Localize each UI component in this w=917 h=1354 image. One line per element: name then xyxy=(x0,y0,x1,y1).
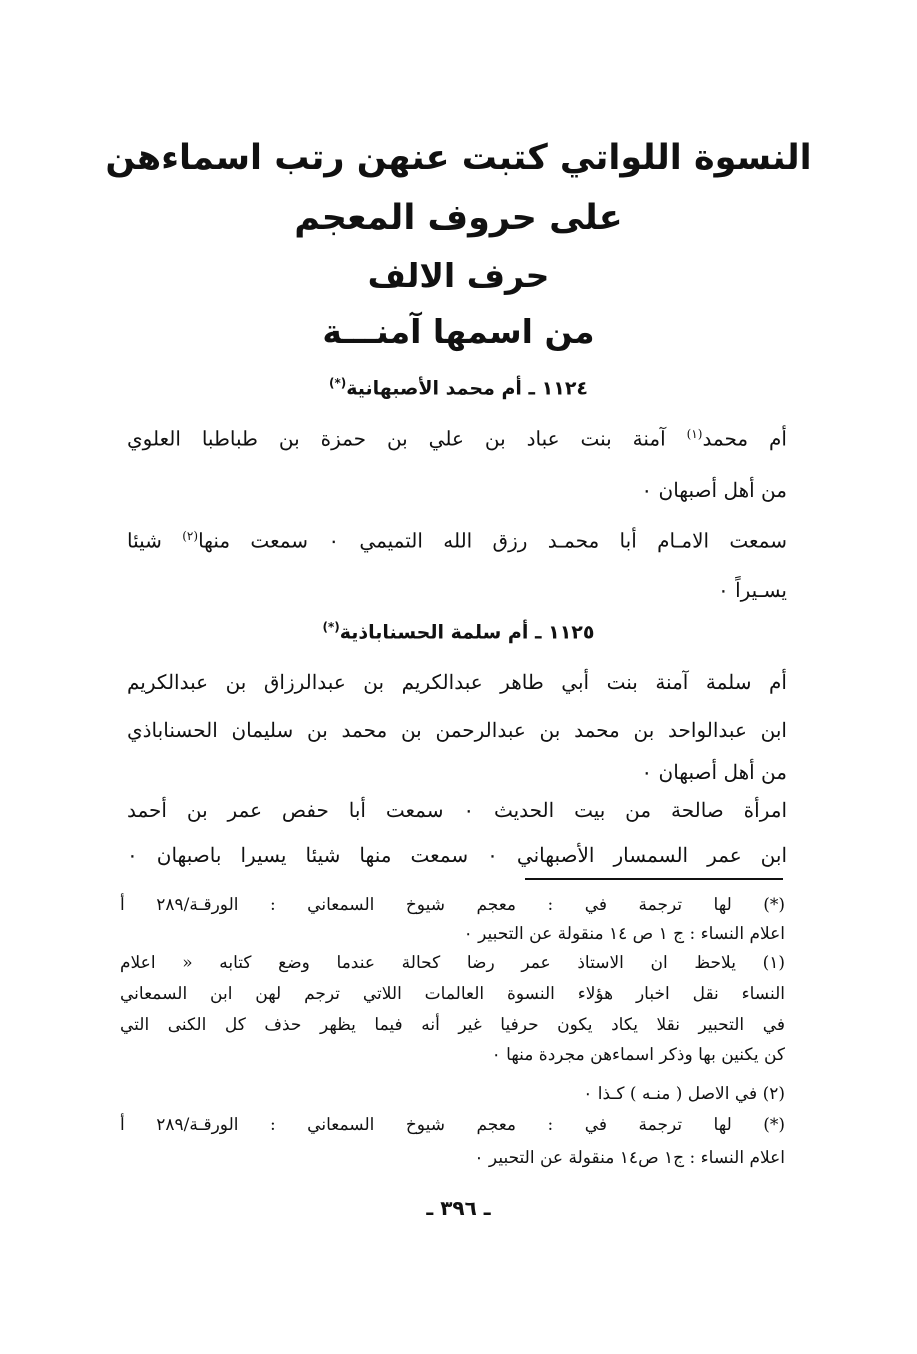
entry-title xyxy=(0,376,917,399)
chapter-heading: النسوة اللواتي كتبت عنهن رتب اسماءهن xyxy=(105,138,812,178)
text-segment: سمعت الامـام أبا محمـد رزق الله التميمي ٠ سمعت منها xyxy=(198,528,787,553)
text-segment: شيئا xyxy=(127,528,183,553)
entry-text-line xyxy=(127,580,787,600)
entry-title-text: ١١٢٤ ـ أم محمد الأصبهانية xyxy=(346,377,589,400)
entry-text-line: من أهل أصبهان ٠ xyxy=(641,760,787,784)
text-segment: من أهل أصبهان ٠ xyxy=(641,478,787,502)
footnote-ref: (١) xyxy=(686,427,703,441)
name-heading: من اسمها آمنـــة xyxy=(322,312,595,351)
text-segment: يسـيراً ٠ xyxy=(717,578,787,602)
footnote-ref: (٢) xyxy=(182,529,199,543)
footnote-line: كن يكنين بها وذكر اسماءهن مجردة منها ٠ xyxy=(491,1045,785,1065)
letter-heading: حرف الالف xyxy=(367,256,550,295)
footnote-line: النساء نقل اخبار هؤلاء النسوة العالمات اللاتي ترجم لهن ابن السمعاني xyxy=(120,984,785,1004)
text-segment: أم محمد xyxy=(702,426,787,451)
entry-text-line: ابن عبدالواحد بن محمد بن عبدالرحمن بن محمد بن سليمان الحسناباذي xyxy=(127,718,787,742)
chapter-subheading: على حروف المعجم xyxy=(294,198,623,238)
entry-text-line xyxy=(127,428,787,449)
entry-text-line: أم سلمة آمنة بنت أبي طاهر عبدالكريم بن عبدالرزاق بن عبدالكريم xyxy=(127,670,787,694)
entry-title-mark: (*) xyxy=(322,620,340,634)
footnote-line: اعلام النساء : ج١ ص١٤ منقولة عن التحبير ٠ xyxy=(474,1148,785,1168)
footnote-separator xyxy=(525,878,783,880)
entry-text-line: ابن عمر السمسار الأصبهاني ٠ سمعت منها شيئا يسيرا باصبهان ٠ xyxy=(127,843,787,867)
footnote-line: (١) يلاحظ ان الاستاذ عمر رضا كحالة عندما وضع كتابه « اعلام xyxy=(120,953,785,973)
entry-text-line: امرأة صالحة من بيت الحديث ٠ سمعت أبا حفص عمر بن أحمد xyxy=(127,798,787,822)
footnote-line: (*) لها ترجمة في : معجم شيوخ السمعاني : الورقـة/٢٨٩ أ xyxy=(120,895,785,915)
entry-text-line xyxy=(127,480,787,500)
page-number: ـ ٣٩٦ ـ xyxy=(426,1196,491,1220)
entry-title xyxy=(0,620,917,643)
entry-title-mark: (*) xyxy=(328,376,347,390)
footnote-line: (٢) في الاصل ( منـه ) كـذا ٠ xyxy=(583,1084,785,1104)
footnote-line: اعلام النساء : ج ١ ص ١٤ منقولة عن التحبير ٠ xyxy=(463,924,785,944)
entry-text-line xyxy=(127,530,787,551)
footnote-line: (*) لها ترجمة في : معجم شيوخ السمعاني : الورقـة/٢٨٩ أ xyxy=(120,1115,785,1135)
text-segment: آمنة بنت عباد بن علي بن حمزة بن طباطبا العلوي xyxy=(127,426,687,451)
entry-title-text: ١١٢٥ ـ أم سلمة الحسناباذية xyxy=(339,621,595,644)
footnote-line: في التحبير نقلا يكاد يكون حرفيا غير أنه فيما يظهر حذف كل الكنى التي xyxy=(120,1015,785,1035)
